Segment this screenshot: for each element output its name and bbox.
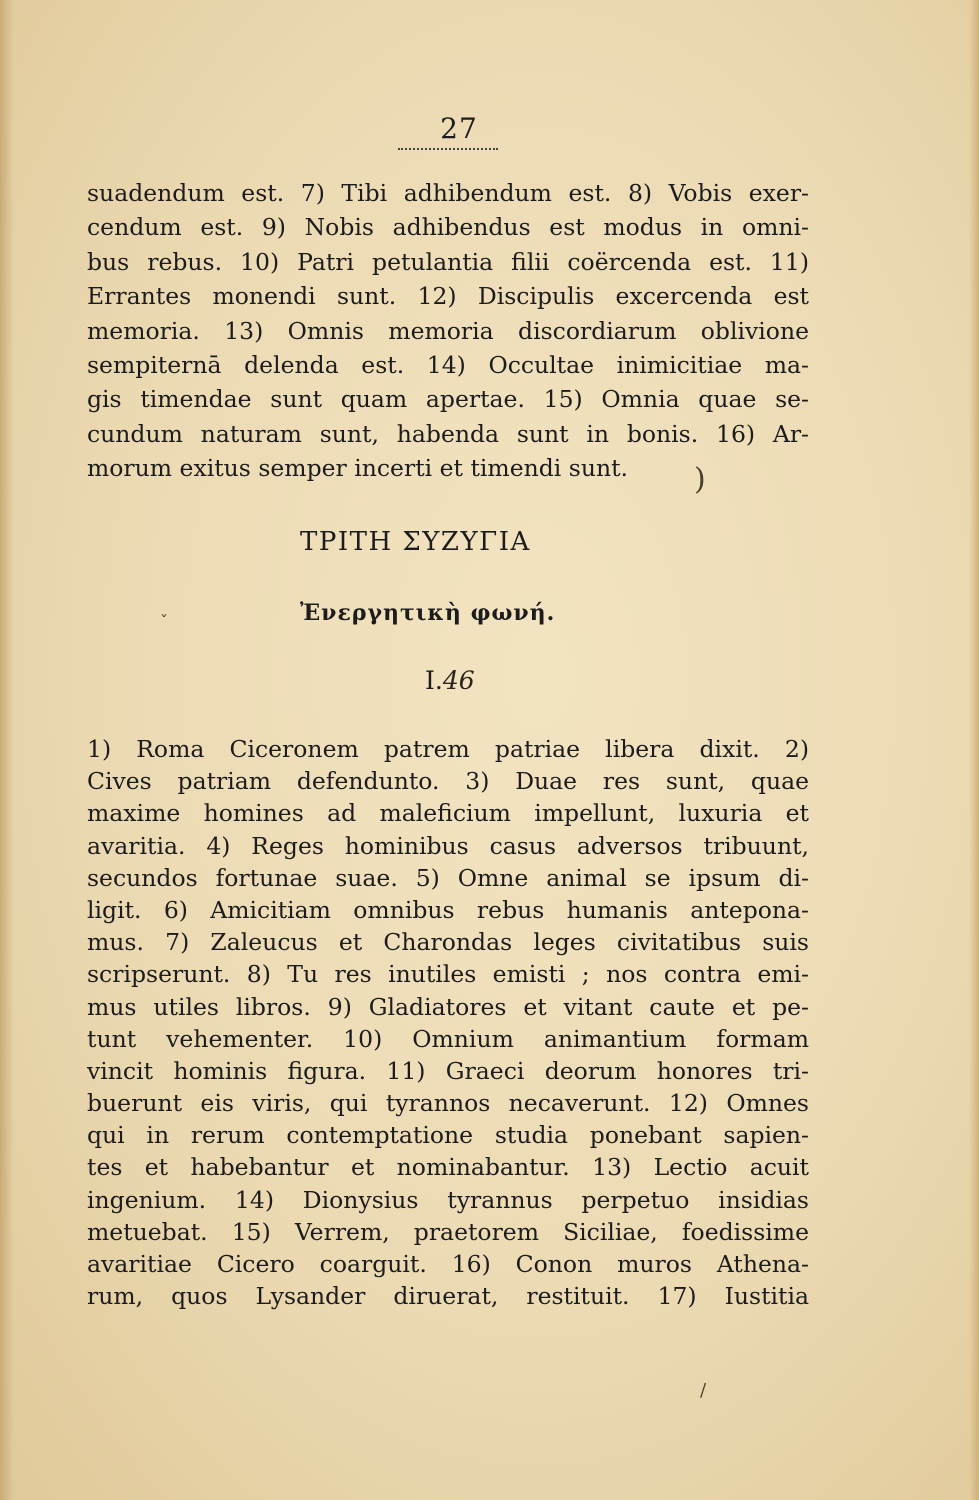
- text-line: ligit. 6) Amicitiam omnibus rebus humanis antepona-: [87, 895, 809, 924]
- text-line: morum exitus semper incerti et timendi sunt.: [87, 454, 629, 483]
- handwritten-annotation: 46: [442, 666, 475, 695]
- text-line: mus utiles libros. 9) Gladiatores et vitant caute et pe-: [87, 992, 809, 1021]
- exercise-label: [425, 666, 525, 695]
- text-line: avaritia. 4) Reges hominibus casus adversos tribuunt,: [87, 831, 809, 860]
- page-number-rule: [398, 148, 498, 150]
- text-line: sempiternā delenda est. 14) Occultae inimicitiae ma-: [87, 350, 809, 379]
- text-line: suadendum est. 7) Tibi adhibendum est. 8) Vobis exer-: [87, 179, 809, 207]
- text-line: rum, quos Lysander diruerat, restituit. 17) Iustitia: [87, 1282, 809, 1311]
- text-line: qui in rerum contemptatione studia ponebant sapien-: [87, 1121, 809, 1150]
- text-line: metuebat. 15) Verrem, praetorem Siciliae, foedissime: [87, 1217, 809, 1246]
- text-line: ingenium. 14) Dionysius tyrannus perpetuo insidias: [87, 1185, 809, 1214]
- text-line: buerunt eis viris, qui tyrannos necaverunt. 12) Omnes: [87, 1089, 809, 1118]
- text-line: tes et habebantur et nominabantur. 13) Lectio acuit: [87, 1153, 809, 1182]
- text-line: avaritiae Cicero coarguit. 16) Conon muros Athena-: [87, 1250, 809, 1278]
- margin-scribble-mark: ˇ: [160, 612, 168, 631]
- main-paragraph: [87, 733, 809, 1312]
- text-line: Cives patriam defendunto. 3) Duae res sunt, quae: [87, 767, 809, 796]
- text-line: bus rebus. 10) Patri petulantia filii coërcenda est. 11): [87, 247, 809, 276]
- handwritten-bracket-mark: ): [694, 462, 706, 497]
- text-line: cundum naturam sunt, habenda sunt in bonis. 16) Ar-: [87, 419, 809, 448]
- text-line: tunt vehementer. 10) Omnium animantium formam: [87, 1024, 809, 1053]
- text-line: secundos fortunae suae. 5) Omne animal se ipsum di-: [87, 863, 809, 892]
- text-line: vincit hominis figura. 11) Graeci deorum honores tri-: [87, 1056, 809, 1085]
- exercise-number: I.: [425, 666, 443, 695]
- text-line: cendum est. 9) Nobis adhibendus est modus in omni-: [87, 213, 809, 242]
- margin-pencil-mark: /: [700, 1380, 707, 1401]
- text-line: maxime homines ad maleficium impellunt, luxuria et: [87, 799, 809, 828]
- top-paragraph: [87, 176, 809, 486]
- page-left-edge: [0, 0, 14, 1500]
- text-line: memoria. 13) Omnis memoria discordiarum oblivione: [87, 316, 809, 345]
- page-number: 27: [440, 112, 478, 145]
- page-right-edge: [969, 0, 979, 1500]
- text-line: mus. 7) Zaleucus et Charondas leges civitatibus suis: [87, 928, 809, 957]
- text-line: 1) Roma Ciceronem patrem patriae libera dixit. 2): [87, 735, 809, 763]
- text-line: Errantes monendi sunt. 12) Discipulis excercenda est: [87, 282, 809, 311]
- section-subheading: Ἐνεργητικὴ φωνή.: [300, 600, 556, 626]
- text-line: scripserunt. 8) Tu res inutiles emisti ; nos contra emi-: [87, 960, 809, 989]
- text-line: gis timendae sunt quam apertae. 15) Omnia quae se-: [87, 385, 809, 414]
- section-heading: ΤΡΙΤΗ ΣΥΖΥΓΙΑ: [300, 527, 531, 557]
